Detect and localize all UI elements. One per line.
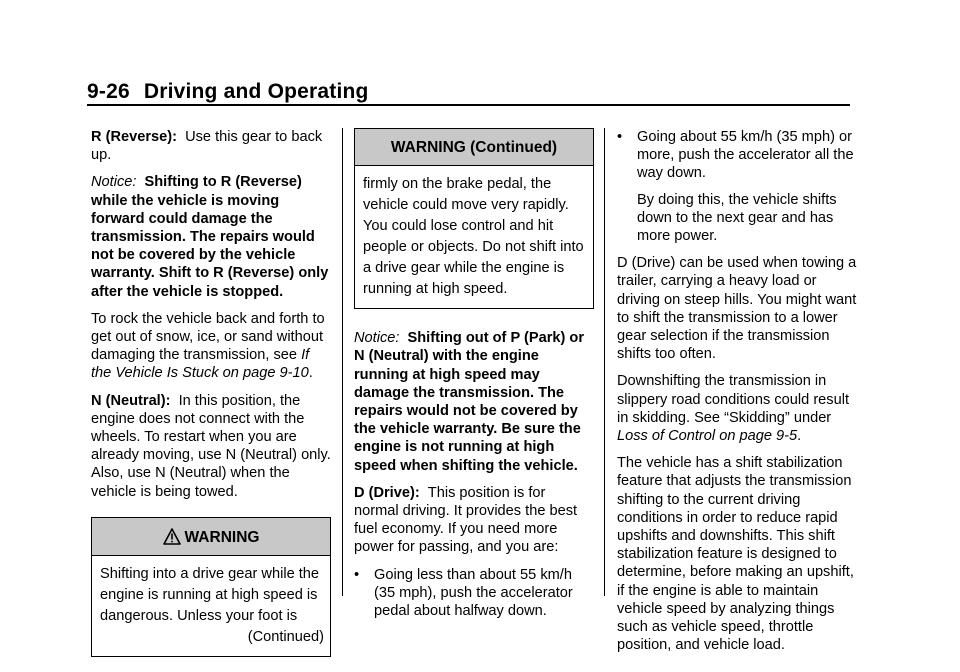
downshift-text: Downshifting the transmission in slippery road conditions could result in skidding. See “Skidding” under bbox=[617, 373, 850, 426]
warning-continued-box bbox=[354, 128, 594, 309]
column-1 bbox=[91, 128, 331, 657]
notice-paragraph bbox=[91, 173, 331, 300]
reverse-label: R (Reverse): bbox=[91, 129, 177, 145]
warning-triangle-icon bbox=[163, 528, 181, 545]
downshift-link[interactable]: Loss of Control on page 9-5 bbox=[617, 428, 798, 445]
rock-link[interactable]: If the Vehicle Is Stuck on page 9-10 bbox=[91, 347, 310, 382]
warning-header bbox=[92, 518, 330, 556]
bullet-item bbox=[354, 566, 594, 621]
page-header bbox=[87, 80, 369, 104]
section-title: Driving and Operating bbox=[143, 80, 369, 103]
warning-text: Shifting into a drive gear while the engine is running at high speed is dangerous. Unless your foot is bbox=[100, 566, 320, 625]
column-divider bbox=[342, 128, 343, 596]
warning-body bbox=[92, 556, 330, 656]
column-2 bbox=[354, 128, 594, 628]
header-rule bbox=[87, 104, 850, 106]
rock-end: . bbox=[308, 365, 313, 382]
stabilization-paragraph: The vehicle has a shift stabilization feature that adjusts the transmission shifting to the current driving conditions in order to reduce rapid upshifts and downshifts. This shift stabilization feature is designed to determine, before making an upshift, if the engine is able to maintain vehicle speed by analyzing things such as vehicle speed, throttle position, and vehicle load. bbox=[617, 455, 854, 654]
reverse-text: Use this gear to back up. bbox=[91, 129, 323, 164]
drive-paragraph bbox=[354, 484, 594, 557]
continued-label: (Continued) bbox=[247, 629, 324, 646]
downshift-paragraph bbox=[617, 372, 857, 445]
towing-paragraph: D (Drive) can be used when towing a trailer, carrying a heavy load or driving on steep hills. You might want to shift the transmission to a lower gear selection if the transmission shifts too often. bbox=[617, 255, 857, 363]
column-divider bbox=[604, 128, 605, 596]
notice-paragraph-2 bbox=[354, 329, 594, 475]
warning-title: WARNING bbox=[184, 528, 260, 546]
drive-label: D (Drive): bbox=[354, 484, 420, 501]
bullet-subparagraph: By doing this, the vehicle shifts down to the next gear and has more power. bbox=[637, 191, 837, 245]
bullet-text: Going less than about 55 km/h (35 mph), push the accelerator pedal about halfway down. bbox=[374, 566, 573, 620]
drive-text: This position is for normal driving. It provides the best fuel economy. If you need more power for passing, and you are: bbox=[354, 484, 578, 556]
warning-continued-header: WARNING (Continued) bbox=[355, 129, 593, 166]
column-3 bbox=[617, 128, 857, 663]
warning-continued-body: firmly on the brake pedal, the vehicle could move very rapidly. You could lose control and hit people or objects. Do not shift into a drive gear while the engine is running at high speed. bbox=[363, 176, 584, 298]
bullet-text: Going about 55 km/h (35 mph) or more, push the accelerator all the way down. bbox=[637, 129, 854, 182]
bullet-mark: • bbox=[617, 129, 623, 145]
notice-label: Notice: bbox=[91, 174, 137, 191]
bullet-mark: • bbox=[354, 566, 360, 583]
bullet-item bbox=[617, 128, 857, 183]
notice-text: Shifting to R (Reverse) while the vehicle is moving forward could damage the transmission. The repairs would not be covered by the vehicle warranty. Shift to R (Reverse) only after the vehicle is stopped. bbox=[91, 174, 329, 300]
neutral-label: N (Neutral): bbox=[91, 392, 171, 409]
rock-paragraph bbox=[91, 310, 331, 383]
notice-text-2: Shifting out of P (Park) or N (Neutral) with the engine running at high speed may damage the transmission. The repairs would not be covered by the vehicle warranty. Be sure the engine is not running at high speed when shifting the vehicle. bbox=[354, 330, 585, 474]
neutral-paragraph bbox=[91, 392, 331, 501]
warning-box bbox=[91, 517, 331, 657]
rock-text: To rock the vehicle back and forth to get out of snow, ice, or sand without damaging the transmission, see bbox=[91, 310, 325, 364]
neutral-text: In this position, the engine does not connect with the wheels. To restart when you are already moving, use N (Neutral) only. Also, use N (Neutral) when the vehicle is being towed. bbox=[91, 392, 331, 500]
notice-label-2: Notice: bbox=[354, 330, 400, 347]
downshift-end: . bbox=[797, 428, 802, 445]
page-number: 9-26 bbox=[87, 80, 130, 103]
reverse-paragraph bbox=[91, 128, 331, 164]
